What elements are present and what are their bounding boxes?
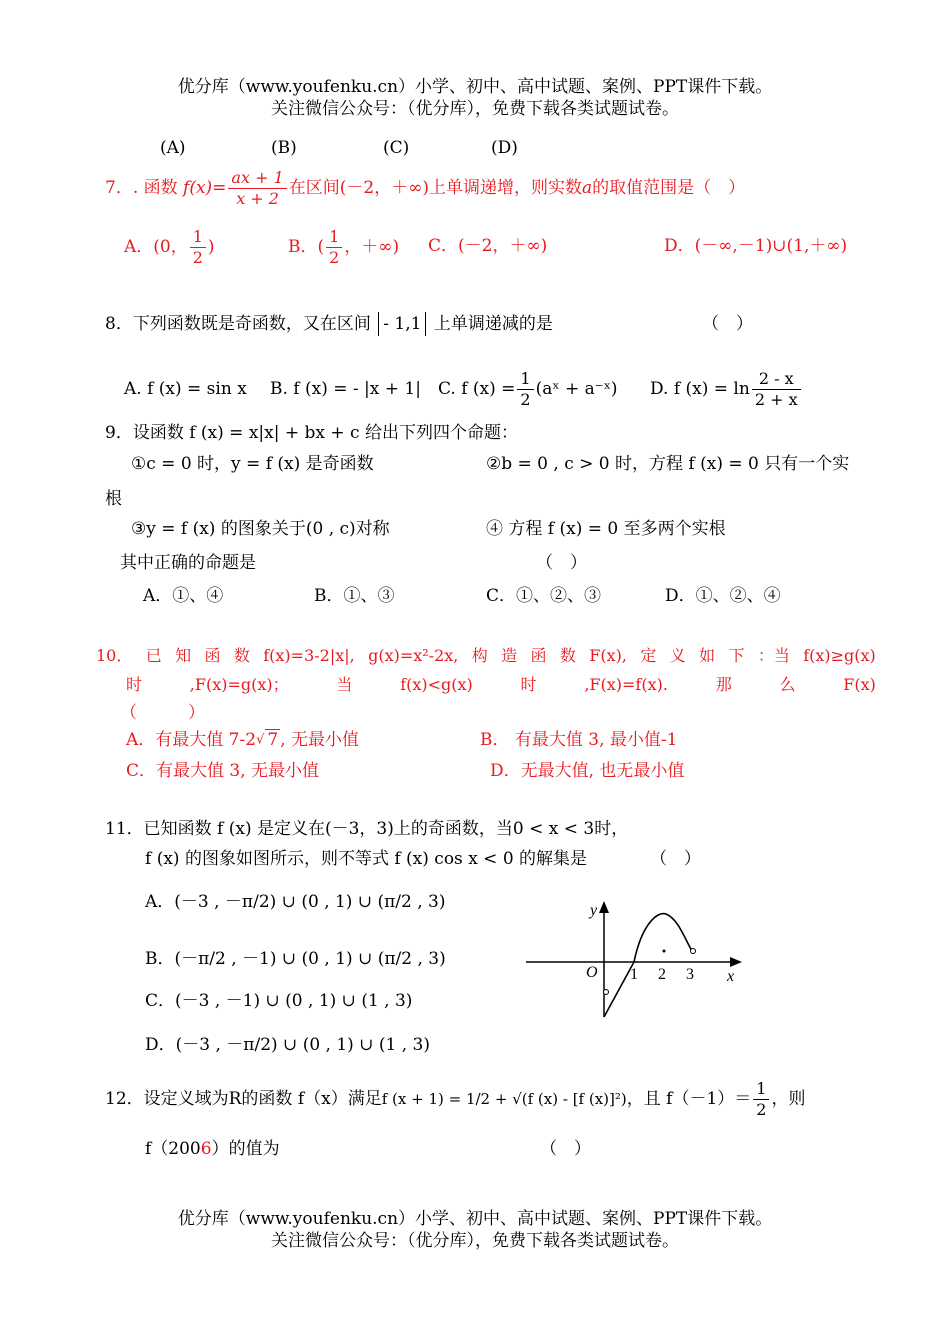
q9-option-b: B．①、③ (314, 586, 395, 606)
function-curve (604, 914, 693, 1017)
q8-interval: - 1,1 (378, 312, 426, 336)
open-endpoint-left (604, 990, 609, 995)
q9-stem: 9．设函数 f (x) = x|x| + bx + c 给出下列四个命题： (105, 423, 518, 443)
q8-option-a: A. f (x) = sin x (124, 379, 247, 399)
q11-stem-line-1: 11．已知函数 f (x) 是定义在(－3，3)上的奇函数，当0 < x < 3时， (105, 819, 629, 839)
q7-opt-b-fraction: $\frac{1}{2}$ (326, 227, 342, 268)
tick-label-1: 1 (630, 966, 638, 983)
origin-label: O (586, 964, 598, 981)
q9-proposition-3: ③y = f (x) 的图象关于(0 , c)对称 (131, 519, 390, 539)
q12-line-2: f（2006）的值为 (145, 1139, 280, 1159)
q12-answer-paren: （ ） (540, 1139, 591, 1159)
q9-proposition-4: ④ 方程 f (x) = 0 至多两个实根 (486, 519, 726, 539)
q11-option-c: C．(－3 , －1) ∪ (0 , 1) ∪ (1 , 3) (145, 991, 413, 1011)
q7-opt-a-fraction: $\frac{1}{2}$ (190, 227, 206, 268)
q7-option-d: D．(－∞,－1)∪(1,＋∞) (664, 236, 848, 256)
q9-ask: 其中正确的命题是 (120, 553, 256, 573)
q8-stem: 8．下列函数既是奇函数，又在区间 - 1,1 上单调递减的是 (105, 314, 553, 334)
q11-answer-paren: （ ） (650, 849, 701, 869)
q9-option-c: C．①、②、③ (486, 586, 602, 606)
tick-label-3: 3 (686, 966, 694, 983)
q8-option-c: C. f (x) = $\frac{1}{2}$ (aˣ + a⁻ˣ) (438, 369, 618, 409)
q9-proposition-1: ①c = 0 时，y = f (x) 是奇函数 (131, 454, 374, 474)
q8-option-b: B. f (x) = - |x + 1| (270, 379, 421, 399)
q7-option-c: C．(－2，＋∞) (428, 236, 548, 256)
q12-stem: 12．设定义域为R的函数 f（x）满足f (x + 1) = 1/2 + √(f (x) - [f (x)]²)，且 f（－1）＝ $\frac{1}{2}$ ，则 (105, 1079, 806, 1119)
prev-option-d: (D) (491, 138, 518, 158)
q9-proposition-2-cont: 根 (105, 489, 122, 509)
footer-line-2: 关注微信公众号：（优分库），免费下载各类试题试卷。 (271, 1231, 679, 1251)
q10-option-b: B． 有最大值 3, 最小值-1 (480, 730, 678, 750)
q7-frac-num: ax + 1 (228, 168, 286, 189)
q8-opt-c-fraction: $\frac{1}{2}$ (517, 369, 533, 410)
prev-option-b: (B) (271, 138, 297, 158)
q7-var: a (582, 178, 593, 198)
dot-marker (663, 950, 666, 953)
q10-line-1: 10． 已 知 函 数 f(x)=3-2|x|, g(x)=x²-2x, 构 造 函 数 F(x), 定 义 如 下 ：当 f(x)≥g(x) (96, 646, 876, 665)
open-endpoint-right (691, 949, 696, 954)
q11-option-d: D．(－3 , －π/2) ∪ (0 , 1) ∪ (1 , 3) (145, 1035, 430, 1055)
q11-graph (520, 895, 750, 1025)
y-axis-label: y (590, 902, 598, 919)
q12-half-fraction: $\frac{1}{2}$ (753, 1079, 769, 1120)
q7-stem (105, 166, 745, 210)
q9-option-a: A．①、④ (143, 586, 224, 606)
q10-answer-paren: （ ） (120, 703, 205, 723)
q7-function: f(x)= (183, 178, 227, 198)
q11-stem-line-2: f (x) 的图象如图所示，则不等式 f (x) cos x < 0 的解集是 (145, 849, 588, 869)
q10-radicand: 7 (267, 730, 279, 750)
q8-option-d: D. f (x) = ln $\frac{2 - x}{2 + x}$ (650, 366, 803, 412)
prev-option-a: (A) (160, 138, 186, 158)
q10-option-d: D．无最大值, 也无最小值 (490, 761, 685, 781)
q7-text-a: 在区间(－2，＋∞)上单调递增，则实数 (288, 178, 582, 198)
q7-frac-den: x + 2 (236, 189, 279, 208)
q11-option-b: B．(－π/2 , －1) ∪ (0 , 1) ∪ (π/2 , 3) (145, 949, 446, 969)
footer-line-1: 优分库（www.youfenku.cn）小学、初中、高中试题、案例、PPT课件下载。 (177, 1209, 773, 1229)
q8-answer-paren: （ ） (702, 314, 753, 334)
q9-option-d: D．①、②、④ (665, 586, 781, 606)
x-axis-label: x (727, 968, 735, 985)
q11-option-a: A．(－3 , －π/2) ∪ (0 , 1) ∪ (π/2 , 3) (145, 892, 446, 912)
q7-option-b: B．( $\frac{1}{2}$ ，＋∞) (288, 227, 400, 267)
q12-highlight-digit: 6 (200, 1139, 212, 1159)
q7-fraction (228, 168, 286, 209)
header-line-1: 优分库（www.youfenku.cn）小学、初中、高中试题、案例、PPT课件下载。 (177, 77, 773, 97)
q7-number: 7．. 函数 (105, 178, 178, 198)
q7-text-b: 的取值范围是（ ） (592, 178, 746, 198)
q10-option-a: A．有最大值 7-2√ 7 , 无最小值 (126, 730, 359, 750)
q10-option-c: C．有最大值 3, 无最小值 (126, 761, 320, 781)
q8-opt-d-fraction: $\frac{2 - x}{2 + x}$ (752, 369, 801, 410)
q12-formula: f (x + 1) = 1/2 + √(f (x) - [f (x)]²) (381, 1090, 627, 1108)
q9-proposition-2: ②b = 0 , c > 0 时，方程 f (x) = 0 只有一个实 (486, 454, 850, 474)
x-axis-arrow-icon (730, 957, 742, 967)
q7-option-a: A．(0， $\frac{1}{2}$ ) (124, 227, 215, 267)
header-line-2: 关注微信公众号：（优分库），免费下载各类试题试卷。 (271, 99, 679, 119)
q9-answer-paren: （ ） (536, 553, 587, 573)
tick-label-2: 2 (658, 966, 666, 983)
q10-line-2: 时 ,F(x)=g(x)； 当 f(x)<g(x) 时 ,F(x)=f(x). 那 么 F(x) (126, 675, 876, 694)
y-axis-arrow-icon (599, 901, 609, 913)
prev-option-c: (C) (383, 138, 410, 158)
